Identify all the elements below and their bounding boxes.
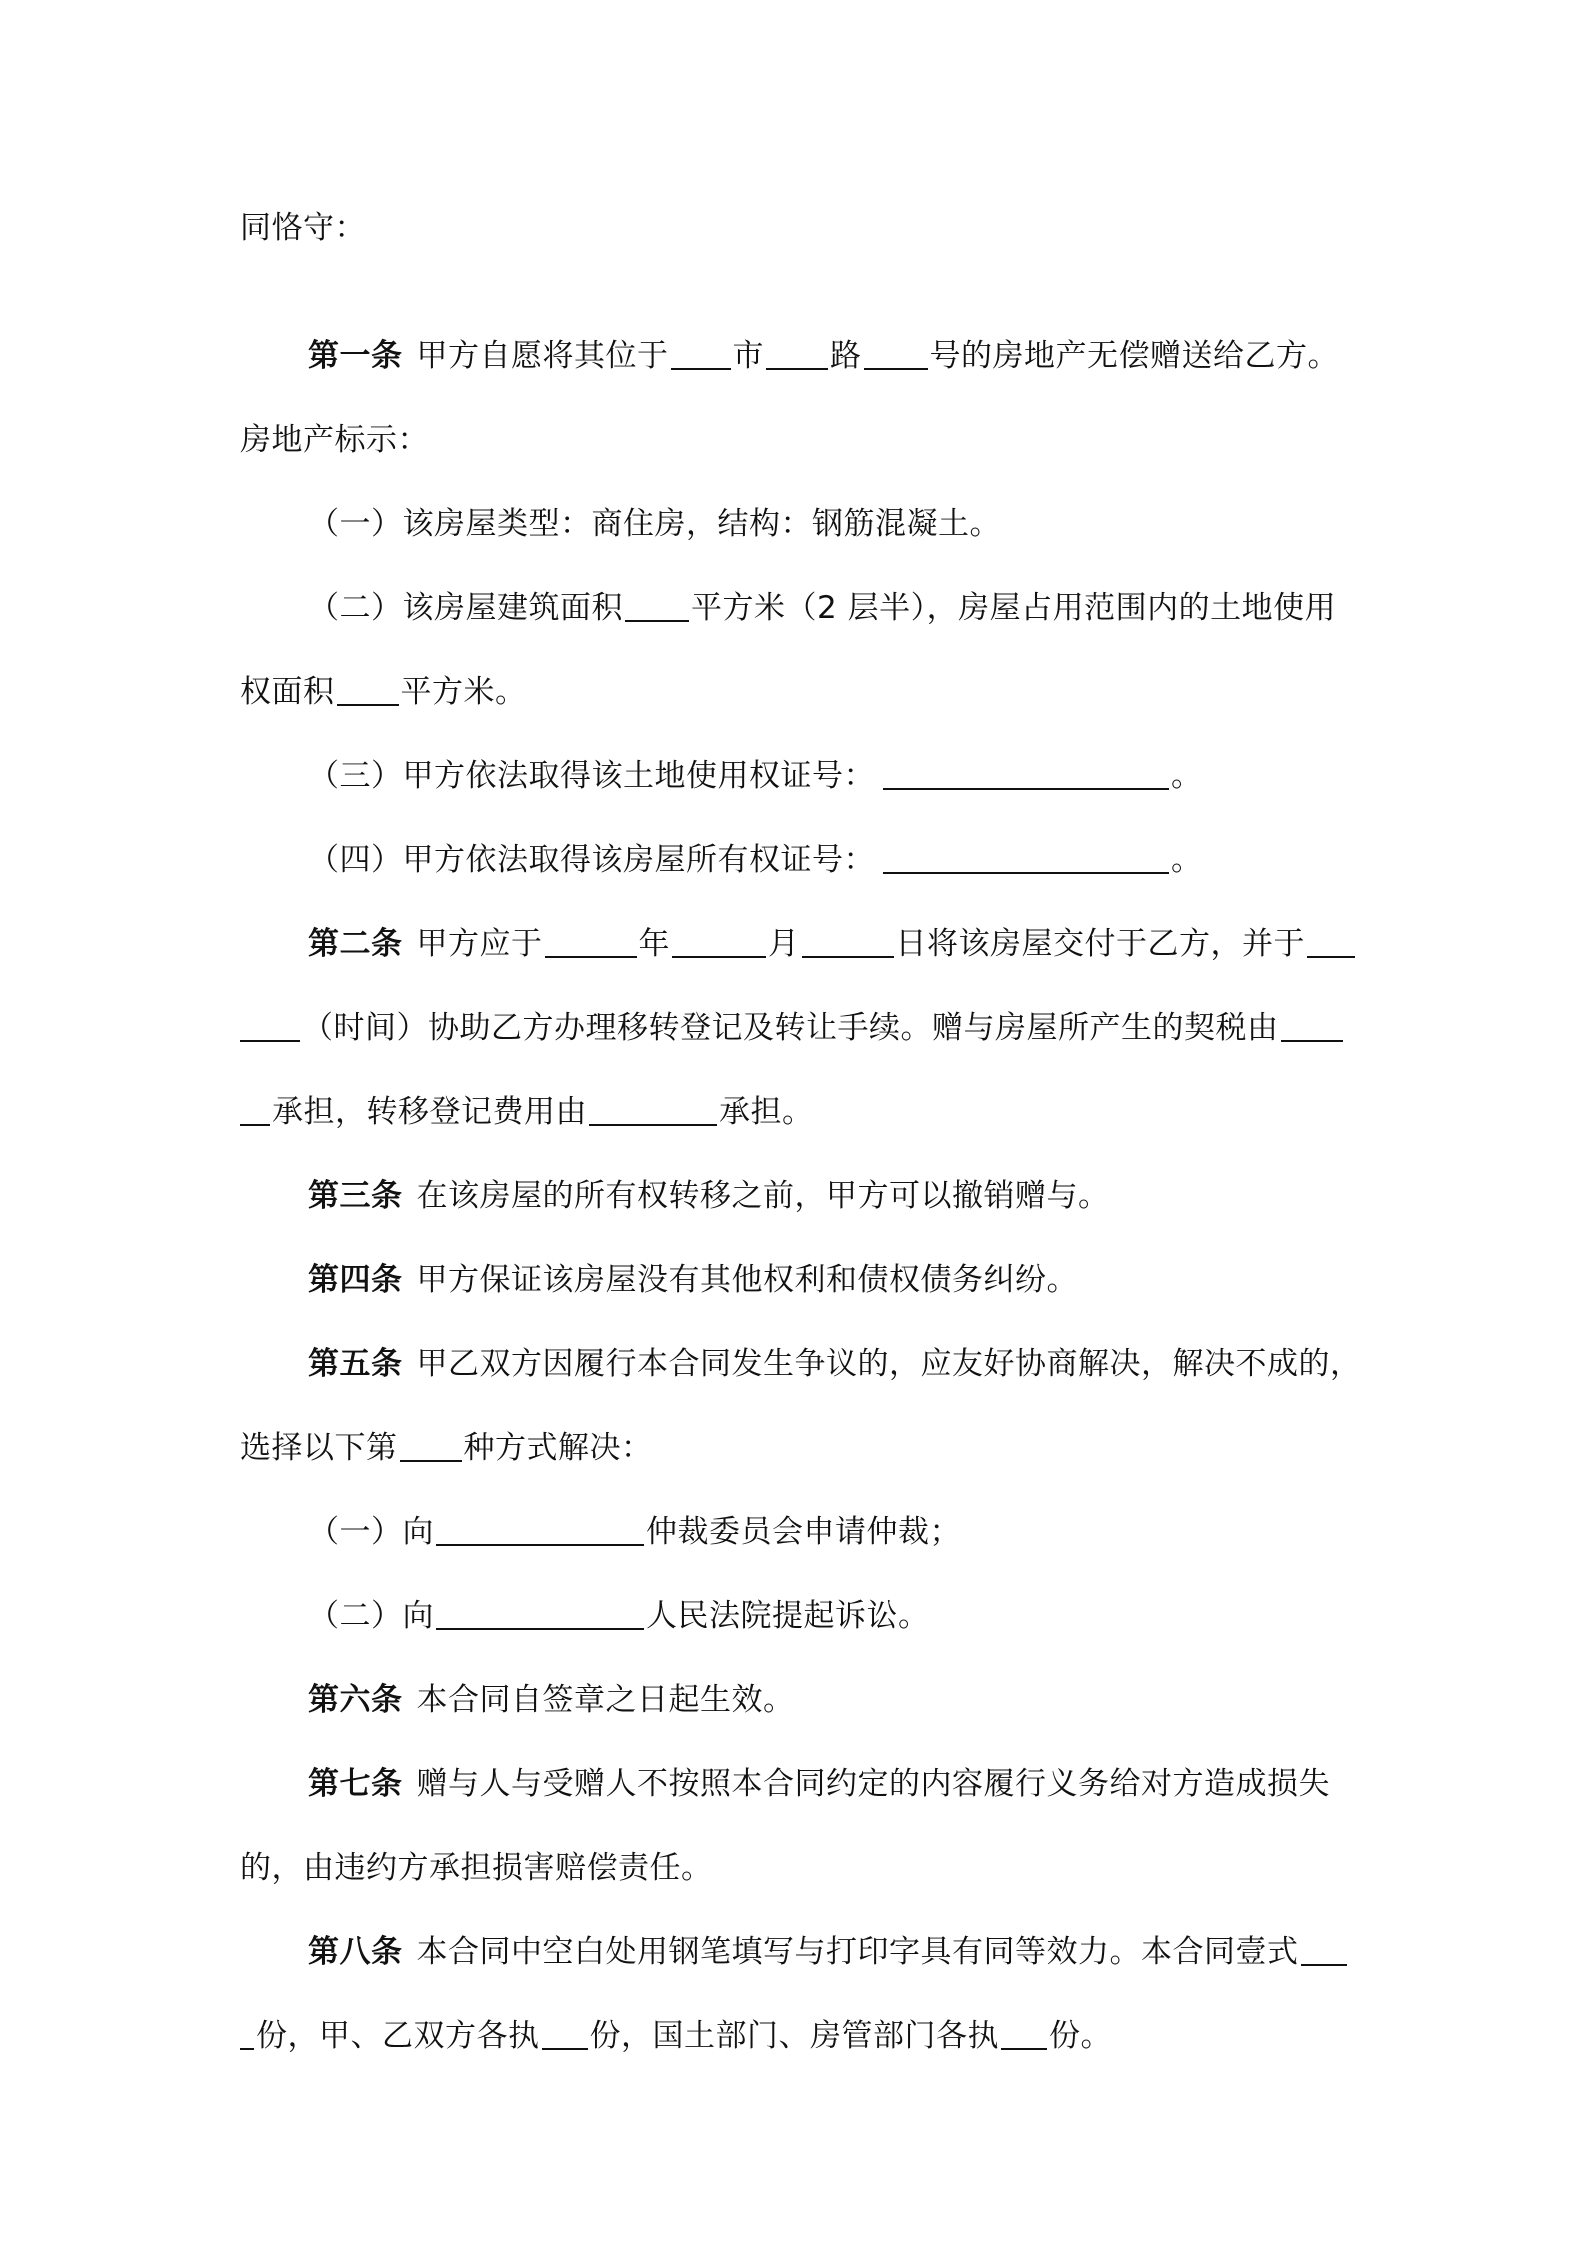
text: 承担，转移登记费用由 [272, 1094, 587, 1130]
text: 选择以下第 [240, 1430, 398, 1466]
blank-tax-b [240, 1094, 270, 1126]
blank-time-b [240, 1010, 300, 1042]
text: 权面积 [240, 674, 335, 710]
text: 平方米（2 层半），房屋占用范围内的土地使用 [691, 590, 1337, 626]
text: 路 [830, 338, 862, 374]
blank-tax-a [1281, 1010, 1343, 1042]
blank-court [436, 1598, 644, 1630]
article-2-label: 第二条 [308, 926, 403, 962]
blank-day [802, 926, 894, 958]
blank-time-a [1307, 926, 1355, 958]
text: 市 [732, 338, 764, 374]
text: （四）甲方依法取得该房屋所有权证号： [308, 842, 875, 878]
text: （一）该房屋类型：商住房，结构：钢筋混凝土。 [308, 506, 1001, 542]
text: 在该房屋的所有权转移之前，甲方可以撤销赠与。 [416, 1178, 1110, 1214]
text: 仲裁委员会申请仲裁； [646, 1514, 961, 1550]
item-2-cont [240, 672, 527, 712]
item-2 [308, 588, 1336, 628]
text: 承担。 [719, 1094, 814, 1130]
article-2-cont [240, 1008, 1345, 1048]
text: 月 [768, 926, 800, 962]
blank-method [400, 1430, 462, 1462]
text: 甲方自愿将其位于 [416, 338, 669, 374]
text: （二）向 [308, 1598, 434, 1634]
blank-house-cert [883, 842, 1169, 874]
intro-text: 同恪守： [240, 210, 366, 246]
blank-land-cert [883, 758, 1169, 790]
text: 号的房地产无偿赠送给乙方。 [929, 338, 1339, 374]
text: 。 [1171, 758, 1203, 794]
text: 份，国土部门、房管部门各执 [589, 2018, 999, 2054]
blank-city [671, 338, 731, 370]
article-4 [308, 1260, 1078, 1300]
article-8-label: 第八条 [308, 1934, 403, 1970]
blank-copies-parties [542, 2018, 588, 2050]
text: 份，甲、乙双方各执 [256, 2018, 540, 2054]
text: 甲方保证该房屋没有其他权利和债权债务纠纷。 [416, 1262, 1078, 1298]
text: 的，由违约方承担损害赔偿责任。 [240, 1850, 713, 1886]
text: 人民法院提起诉讼。 [646, 1598, 930, 1634]
article-5-cont [240, 1428, 653, 1468]
text: 年 [638, 926, 670, 962]
text: 甲方应于 [416, 926, 543, 962]
property-label: 房地产标示： [240, 422, 429, 458]
article-1 [308, 336, 1339, 376]
text: 平方米。 [400, 674, 527, 710]
blank-building-area [625, 590, 689, 622]
text: 。 [1171, 842, 1203, 878]
item-3 [308, 756, 1203, 796]
text: 甲乙双方因履行本合同发生争议的，应友好协商解决，解决不成的， [416, 1346, 1362, 1382]
item-4 [308, 840, 1203, 880]
blank-number [864, 338, 928, 370]
text: 赠与人与受赠人不按照本合同约定的内容履行义务给对方造成损失 [416, 1766, 1330, 1802]
blank-copies-departments [1001, 2018, 1047, 2050]
article-4-label: 第四条 [308, 1262, 403, 1298]
article-2-cont2 [240, 1092, 814, 1132]
blank-land-area [337, 674, 399, 706]
intro-line [240, 208, 366, 248]
article-8-cont [240, 2016, 1112, 2056]
blank-copies-a [1301, 1934, 1347, 1966]
option-1 [308, 1512, 961, 1552]
text: 本合同自签章之日起生效。 [416, 1682, 795, 1718]
article-3 [308, 1176, 1110, 1216]
article-6 [308, 1680, 795, 1720]
option-2 [308, 1596, 930, 1636]
blank-year [545, 926, 637, 958]
blank-road [766, 338, 828, 370]
text: （二）该房屋建筑面积 [308, 590, 623, 626]
article-8 [308, 1932, 1349, 1972]
text: 种方式解决： [463, 1430, 653, 1466]
text: 份。 [1049, 2018, 1112, 2054]
article-7 [308, 1764, 1330, 1804]
article-5-label: 第五条 [308, 1346, 403, 1382]
text: （时间）协助乙方办理移转登记及转让手续。赠与房屋所产生的契税由 [302, 1010, 1279, 1046]
text: 日将该房屋交付于乙方，并于 [895, 926, 1305, 962]
text: 本合同中空白处用钢笔填写与打印字具有同等效力。本合同壹式 [416, 1934, 1299, 1970]
blank-copies-b [240, 2018, 254, 2050]
article-1-label: 第一条 [308, 338, 403, 374]
article-5 [308, 1344, 1362, 1384]
article-2 [308, 924, 1357, 964]
text: （一）向 [308, 1514, 434, 1550]
article-7-cont [240, 1848, 713, 1888]
blank-fee [589, 1094, 717, 1126]
article-3-label: 第三条 [308, 1178, 403, 1214]
article-7-label: 第七条 [308, 1766, 403, 1802]
item-1 [308, 504, 1001, 544]
blank-month [672, 926, 766, 958]
article-6-label: 第六条 [308, 1682, 403, 1718]
property-label-line [240, 420, 429, 460]
blank-arbitration [436, 1514, 644, 1546]
text: （三）甲方依法取得该土地使用权证号： [308, 758, 875, 794]
